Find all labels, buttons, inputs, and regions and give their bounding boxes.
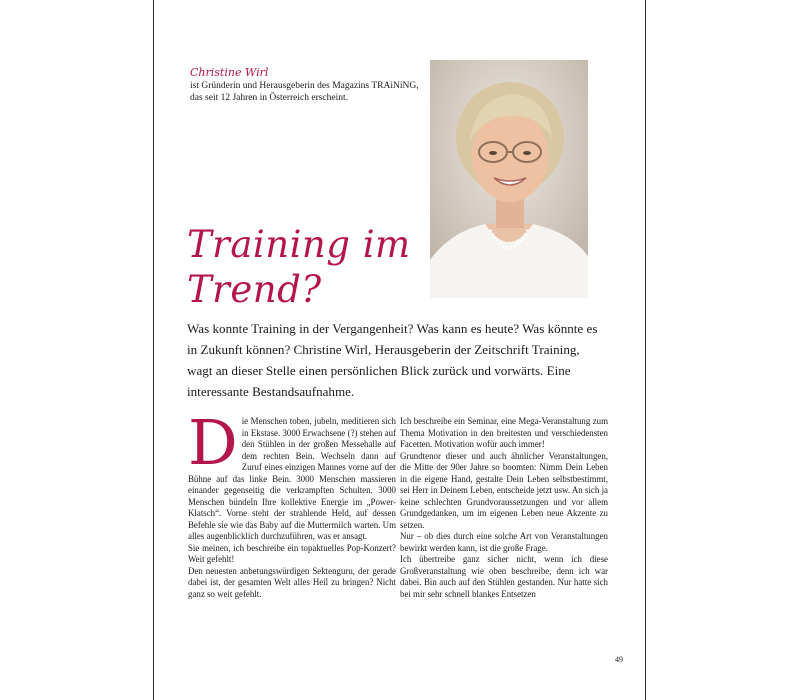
author-box <box>190 66 420 104</box>
lead-paragraph: Was konnte Training in der Vergangenheit? Was kann es heute? Was könnte es in Zukunft können? Christine Wirl, Herausgeberin der Zeitschrift Training, wagt an dieser Stelle einen persönlichen Blick zurück und vorwärts. Eine interessante Bestandsaufnahme. <box>187 321 598 399</box>
article-column-right <box>400 416 608 600</box>
article-paragraph: Grundtenor dieser und auch ähnlicher Veranstaltungen, die Mitte der 90er Jahre so boomten: Nimm Dein Leben in die eigene Hand, gestalte Dein Leben selbstbestimmt, sei Herr in Deinem Leben, entscheide jetzt usw. An sich ja keine schlechten Grundvoraussetzungen und vor allem Grundgedanken, um im eigenen Leben neue Akzente zu setzen. <box>400 450 608 530</box>
article-paragraph: Ich beschreibe ein Seminar, eine Mega-Veranstaltung zum Thema Motivation in den breitesten und verschiedensten Facetten. Motivation wofür auch immer! <box>400 416 608 449</box>
article-paragraph: Ich übertreibe ganz sicher nicht, wenn ich diese Großveranstaltung wie oben beschreibe, denn ich war dabei. Bin auch auf den Stühlen gestanden. Nur hatte sich bei mir sehr schnell blankes Entsetzen <box>400 554 608 599</box>
headline-line-1: Training im <box>187 223 411 266</box>
author-bio: ist Gründerin und Herausgeberin des Magazins TRAiNiNG, das seit 12 Jahren in Österreich erscheint. <box>190 81 419 103</box>
headline <box>187 222 447 312</box>
portrait-photo-icon <box>430 60 588 298</box>
article-paragraph: ie Menschen toben, jubeln, meditieren sich in Ekstase. 3000 Erwachsene (?) stehen auf den Stühlen in der großen Messehalle auf dem rechten Bein. Wechseln dann auf Zuruf eines einzigen Mannes vorne auf der Bühne auf das linke Bein. 3000 Menschen massieren einander gegenseitig die verkrampften Schulten. 3000 Menschen bündeln Ihre kollektive Energie im „Power-Klatsch“. Vorne steht der strahlende Held, auf dessen Befehle sie wie das Baby auf die Muttermilch warten. Um alles augenblicklich durchzuführen, was er ansagt. <box>188 416 396 541</box>
page-number: 49 <box>615 655 623 664</box>
headline-line-2: Trend? <box>187 268 322 311</box>
article-paragraph: Sie meinen, ich beschreibe ein topaktuelles Pop-Konzert? Weit gefehlt! <box>188 542 396 564</box>
drop-cap: D <box>188 406 238 479</box>
author-portrait-photo <box>430 60 588 298</box>
magazine-page <box>153 0 646 700</box>
article-column-left <box>188 406 396 600</box>
article-paragraph: Nur – ob dies durch eine solche Art von Veranstaltungen bewirkt werden kann, ist die große Frage. <box>400 531 608 553</box>
author-name: Christine Wirl <box>190 66 269 79</box>
article-paragraph: Den neuesten anbetungswürdigen Sektenguru, der gerade dabei ist, der gesamten Welt alles Heil zu bringen? Nicht ganz so weit gefehlt. <box>188 565 396 599</box>
